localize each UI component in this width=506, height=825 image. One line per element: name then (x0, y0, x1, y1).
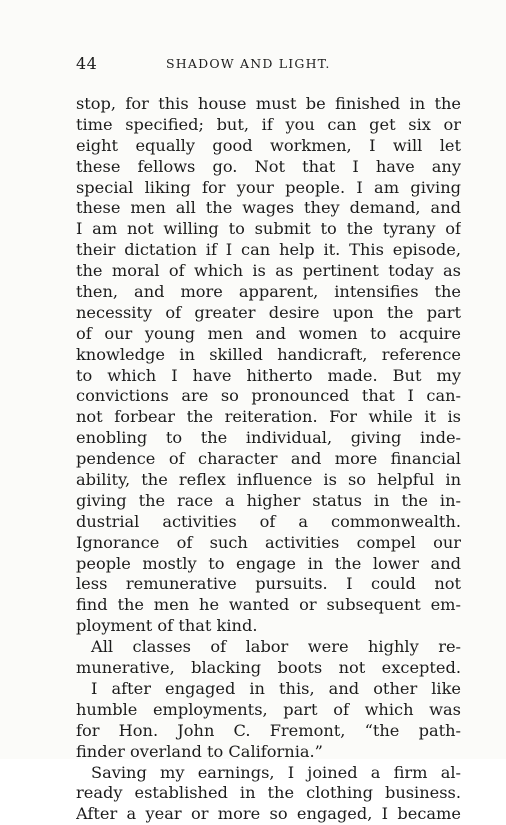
text-line: the moral of which is as pertinent today as (76, 261, 461, 281)
text-line: to which I have hitherto made. But my (76, 365, 461, 385)
text-line: their dictation if I can help it. This episode, (76, 240, 461, 260)
text-line: time specified; but, if you can get six or (76, 114, 461, 134)
text-line: ployment of that kind. (76, 616, 258, 636)
text-line: After a year or more so engaged, I became (76, 804, 461, 824)
text-line: these fellows go. Not that I have any (76, 156, 461, 176)
text-line: I after engaged in this, and other like (91, 678, 461, 698)
text-line: these men all the wages they demand, and (76, 198, 461, 218)
text-line: Ignorance of such activities compel our (76, 532, 461, 552)
text-line: knowledge in skilled handicraft, reference (76, 344, 461, 364)
text-line: ability, the reflex influence is so helpful in (76, 470, 461, 490)
page-header (76, 54, 456, 74)
text-line: enobling to the individual, giving inde- (76, 428, 461, 448)
text-line: eight equally good workmen, I will let (76, 135, 461, 155)
text-line: convictions are so pronounced that I can- (76, 386, 461, 406)
text-line: then, and more apparent, intensifies the (76, 282, 461, 302)
text-line: special liking for your people. I am giving (76, 177, 461, 197)
body-text (76, 94, 461, 825)
running-title: SHADOW AND LIGHT. (166, 56, 331, 71)
text-line: find the men he wanted or subsequent em- (76, 595, 461, 615)
text-line: stop, for this house must be finished in the (76, 94, 461, 113)
text-line: ready established in the clothing business. (76, 783, 461, 803)
text-line: All classes of labor were highly re- (91, 637, 461, 657)
text-line: humble employments, part of which was (76, 699, 461, 719)
text-line: of our young men and women to acquire (76, 323, 461, 343)
text-line: munerative, blacking boots not excepted. (76, 658, 461, 678)
text-line: necessity of greater desire upon the part (76, 302, 461, 322)
text-line: less remunerative pursuits. I could not (76, 574, 461, 594)
page-number: 44 (76, 54, 98, 73)
text-line: people mostly to engage in the lower and (76, 553, 461, 573)
text-line: for Hon. John C. Fremont, “the path- (76, 720, 461, 740)
text-line: not forbear the reiteration. For while it is (76, 407, 461, 427)
text-line: pendence of character and more financial (76, 449, 461, 469)
text-line: I am not willing to submit to the tyrany of (76, 219, 461, 239)
text-line: finder overland to California.” (76, 741, 323, 761)
text-line: Saving my earnings, I joined a firm al- (91, 762, 461, 782)
text-line: dustrial activities of a commonwealth. (76, 511, 461, 531)
text-line: giving the race a higher status in the in- (76, 490, 461, 510)
